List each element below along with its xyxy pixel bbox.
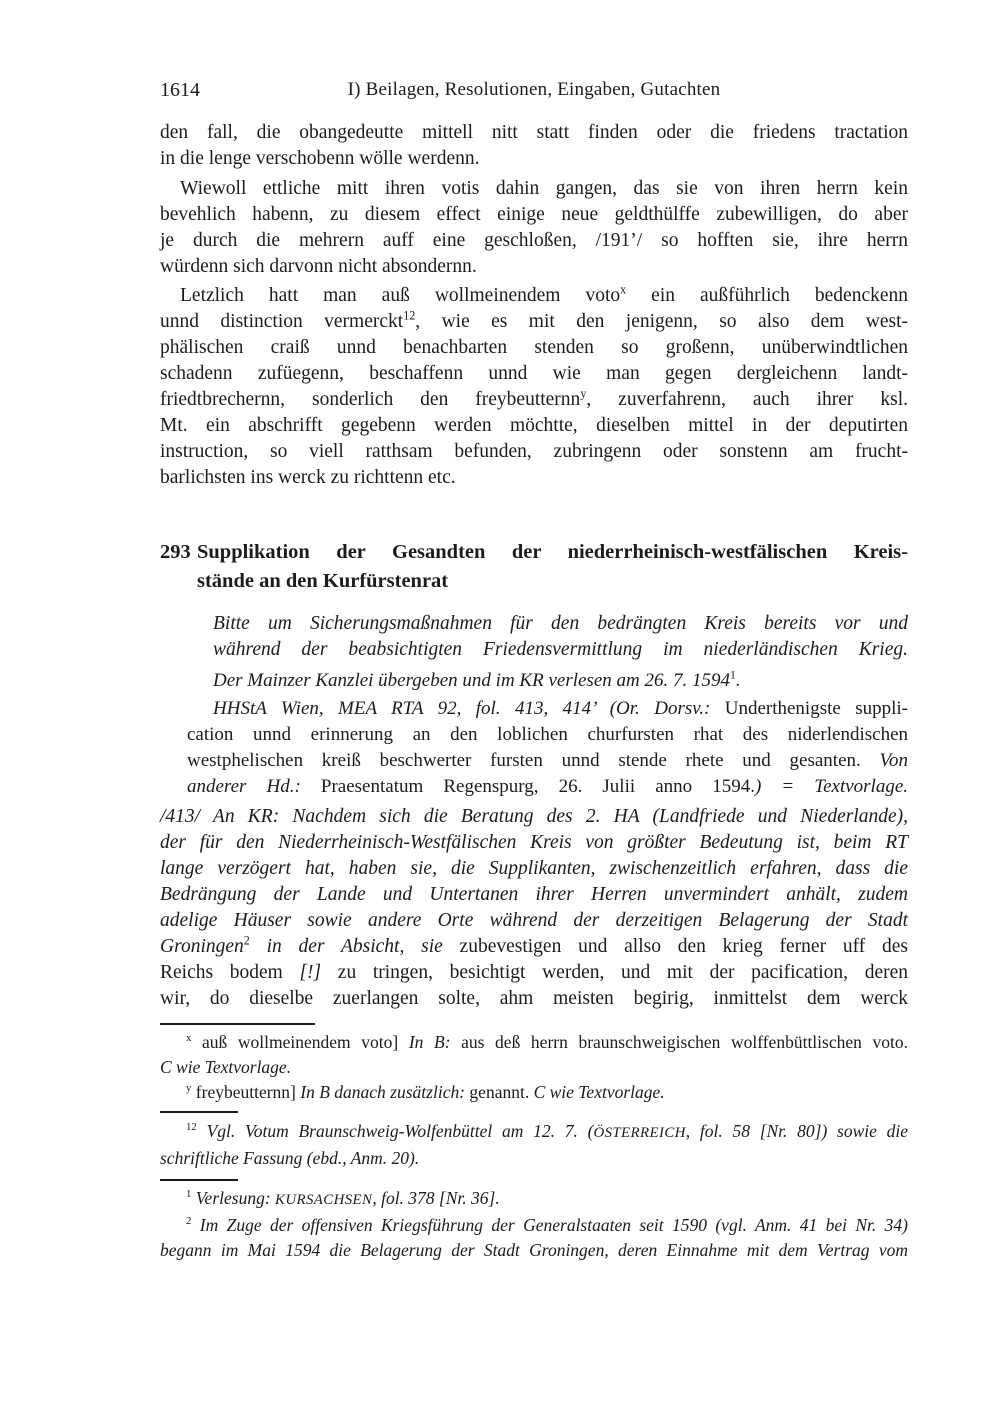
footnote-line: $^1$ Verlesung: KURSACHSEN, fol. 378 [Nr. 36]. [186,1188,500,1208]
footnote-line: schriftliche Fassung (ebd., Anm. 20). [160,1148,420,1168]
footnote-rule-numeric [160,1179,238,1181]
text-line: Bedrängung der Lande und Untertanen ihrer Herren unvermindert anhält, zudem [160,884,908,905]
section-heading [160,538,908,596]
section-number: 293 [160,541,191,563]
page-header [160,78,908,104]
summary-paragraph [160,804,908,1012]
text-line: unnd distinction vermerckt$^{12}$, wie es mit den jenigenn, so also dem west- [160,308,909,332]
paragraph-letzlich [160,283,908,491]
text-line: barlichsten ins werck zu richttenn etc. [160,467,456,488]
text-line: Letzlich hatt man auß wollmeinendem voto$^x$ ein außführlich bedenckenn [180,282,909,306]
text-line: adelige Häuser sowie andere Orte während der derzeitigen Belagerung der Stadt [160,910,908,931]
footnote-line: $^2$ Im Zuge der offensiven Kriegsführung der Generalstaaten seit 1590 (vgl. Anm. 41 bei Nr. 34) [186,1215,908,1235]
text-line: /413/ An KR: Nachdem sich die Beratung des 2. HA (Landfriede und Niederlande), [160,806,908,827]
text-line: der für den Niederrheinisch-Westfälischen Kreis von größter Bedeutung ist, beim RT [160,832,908,853]
section-title [197,538,908,596]
text-line: cation unnd erinnerung an den loblichen churfursten rhat des niderlendischen [187,724,908,745]
footnotes-numeric [160,1186,908,1263]
text-line: instruction, so viell ratthsam befunden, zubringenn oder sonstenn am frucht- [160,441,908,462]
text-line: friedtbrechernn, sonderlich den freybeutternn$^y$, zuverfahrenn, auch ihrer ksl. [160,386,908,410]
text-line: Bitte um Sicherungsmaßnahmen für den bedrängten Kreis bereits vor und [213,613,908,634]
archive-reference [187,696,908,800]
footnote-line: begann im Mai 1594 die Belagerung der Stadt Groningen, deren Einnahme mit dem Vertrag vom [160,1240,908,1260]
text-line: stände an den Kurfürstenrat [197,570,449,592]
paragraph-continuation [160,120,908,172]
text-line: wir, do dieselbe zuerlangen solte, ahm meisten begirig, inmittelst dem werck [160,988,908,1009]
footnote-rule-letters [160,1023,315,1025]
text-line: Groningen$^2$ in der Absicht, sie zubevestigen und allso den krieg ferner uff des [160,933,908,957]
text-column [160,78,908,1263]
regest [213,611,908,663]
text-line: phälischen craiß unnd benachbarten stenden so großenn, unüberwindtlichen [160,337,908,358]
text-line: während der beabsichtigten Friedensvermittlung im niederländischen Krieg. [213,639,908,660]
page-number: 1614 [160,79,200,101]
text-line: Reichs bodem [!] zu tringen, besichtigt werden, und mit der pacification, deren [160,962,908,983]
text-line: den fall, die obangedeutte mittell nitt statt finden oder die friedens tractation [160,122,908,143]
footnote-line: $^y$ freybeutternn] In B danach zusätzlich: genannt. C wie Textvorlage. [186,1082,665,1102]
text-line: westphelischen kreiß beschwerter fursten unnd stende rhete und gesanten. Von [187,750,908,771]
text-line: schadenn zufüegenn, beschaffenn unnd wie man gegen dergleichenn landt- [160,363,908,384]
footnote-letters [160,1030,908,1105]
text-line: Der Mainzer Kanzlei übergeben und im KR verlesen am 26. 7. 1594$^1$. [213,668,741,691]
text-line: lange verzögert hat, haben sie, die Supplikanten, zwischenzeitlich erfahren, dass die [160,858,908,879]
text-line: Wiewoll ettliche mitt ihren votis dahin gangen, das sie von ihren herrn kein [180,178,908,199]
text-line: bevehlich habenn, zu diesem effect einige neue geldthülffe zubewilligen, do aber [160,204,908,225]
footnote-line: $^x$ auß wollmeinendem voto] In B: aus deß herrn braunschweigischen wolffenbüttlischen voto. [186,1032,908,1052]
presentation-date [213,668,908,694]
text-line: anderer Hd.: Praesentatum Regenspurg, 26. Julii anno 1594.) = Textvorlage. [187,776,909,797]
text-line: Supplikation der Gesandten der niederrheinisch-westfälischen Kreis- [197,541,908,563]
text-line: würdenn sich darvonn nicht absondernn. [160,256,477,277]
running-title: I) Beilagen, Resolutionen, Eingaben, Gutachten [347,79,721,100]
footnote-rule-12 [160,1111,238,1113]
footnote-line: $^{12}$ Vgl. Votum Braunschweig-Wolfenbüttel am 12. 7. (ÖSTERREICH, fol. 58 [Nr. 80]) sowie die [186,1121,909,1141]
text-line: Mt. ein abschrifft gegebenn werden möchtte, dieselben mittel in der deputirten [160,415,908,436]
text-line: HHStA Wien, MEA RTA 92, fol. 413, 414’ (Or. Dorsv.: Underthenigste suppli- [213,698,908,719]
footnote-line: C wie Textvorlage. [160,1057,292,1077]
text-line: je durch die mehrern auff eine geschloßen, /191’/ so hofften sie, ihre herrn [160,230,908,251]
text-line: in die lenge verschobenn wölle werdenn. [160,148,480,169]
paragraph-wiewoll [160,176,908,280]
footnote-12 [160,1119,908,1171]
